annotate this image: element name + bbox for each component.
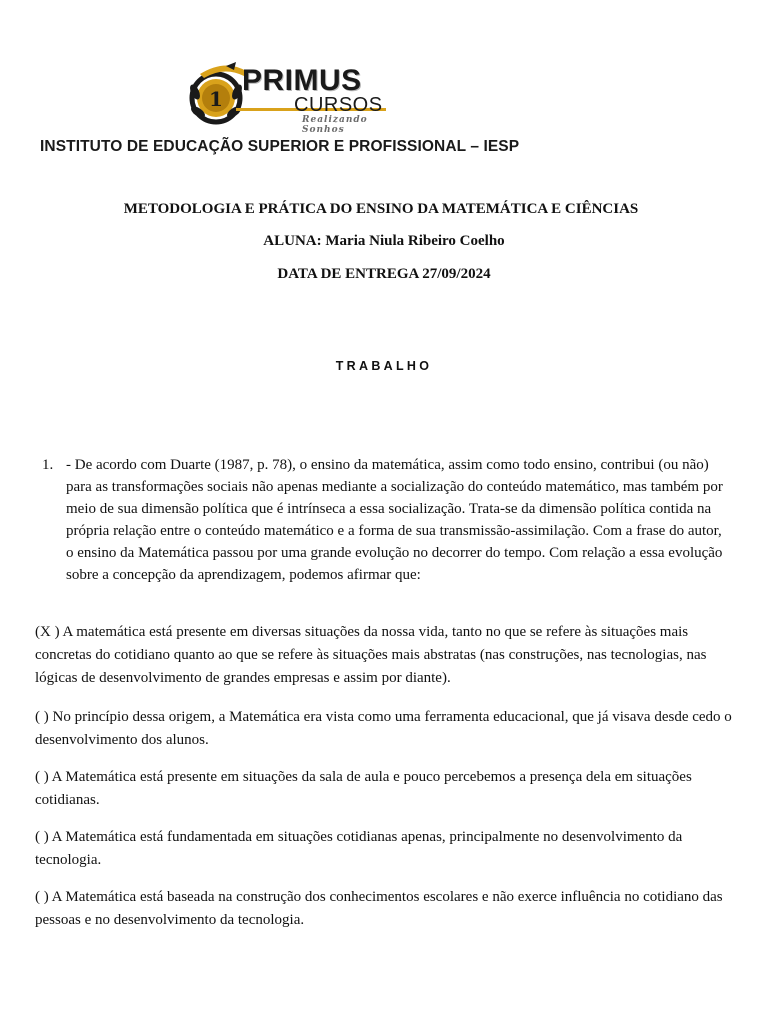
logo-text	[242, 66, 392, 135]
answer-option-4: ( ) A Matemática está fundamentada em situações cotidianas apenas, principalmente no desenvolvimento da tecnologia.	[35, 829, 683, 868]
due-date: DATA DE ENTREGA 27/09/2024	[277, 266, 491, 282]
logo-title: PRIMUS	[242, 64, 362, 97]
answer-option-5: ( ) A Matemática está baseada na construção dos conhecimentos escolares e não exerce influência no cotidiano das pessoas e no desenvolvimento da tecnologia.	[35, 889, 723, 928]
logo-slogan: Realizando Sonhos	[302, 115, 368, 135]
question-number: 1.	[42, 457, 54, 473]
section-heading: TRABALHO	[335, 359, 433, 373]
student-name: ALUNA: Maria Niula Ribeiro Coelho	[263, 233, 505, 249]
primus-cursos-logo	[186, 62, 392, 135]
answer-option-1: (X ) A matemática está presente em diversas situações da nossa vida, tanto no que se refere às situações mais concretas do cotidiano quanto ao que se refere às situações mais abstratas (nas construções, nas tecnologias, nas lógicas de desenvolvimento de grandes empresas e assim por diante).	[35, 624, 707, 686]
emblem-digit: 1	[209, 87, 223, 111]
logo-subtitle: CURSOS	[294, 94, 383, 116]
answer-option-3: ( ) A Matemática está presente em situações da sala de aula e pouco percebemos a presença dela em situações cotidianas.	[35, 769, 692, 808]
answer-option-2: ( ) No princípio dessa origem, a Matemática era vista como uma ferramenta educacional, que já visava desde cedo o desenvolvimento dos alunos.	[35, 709, 732, 748]
question-text: - De acordo com Duarte (1987, p. 78), o ensino da matemática, assim como todo ensino, contribui (ou não) para as transformações sociais não apenas mediante a socialização do conteúdo matemático, mas também por meio de sua dimensão política que é intrínseca a essa socialização. Trata-se da dimensão política contida na própria relação entre o conteúdo matemático e a forma de sua transmissão-assimilação. Com a frase do autor, o ensino da Matemática passou por uma grande evolução no decorrer do tempo. Com relação a essa evolução sobre a concepção da aprendizagem, podemos afirmar que:	[66, 457, 723, 583]
course-title: METODOLOGIA E PRÁTICA DO ENSINO DA MATEMÁTICA E CIÊNCIAS	[123, 201, 639, 217]
institute-name: INSTITUTO DE EDUCAÇÃO SUPERIOR E PROFISSIONAL – IESP	[40, 138, 520, 155]
